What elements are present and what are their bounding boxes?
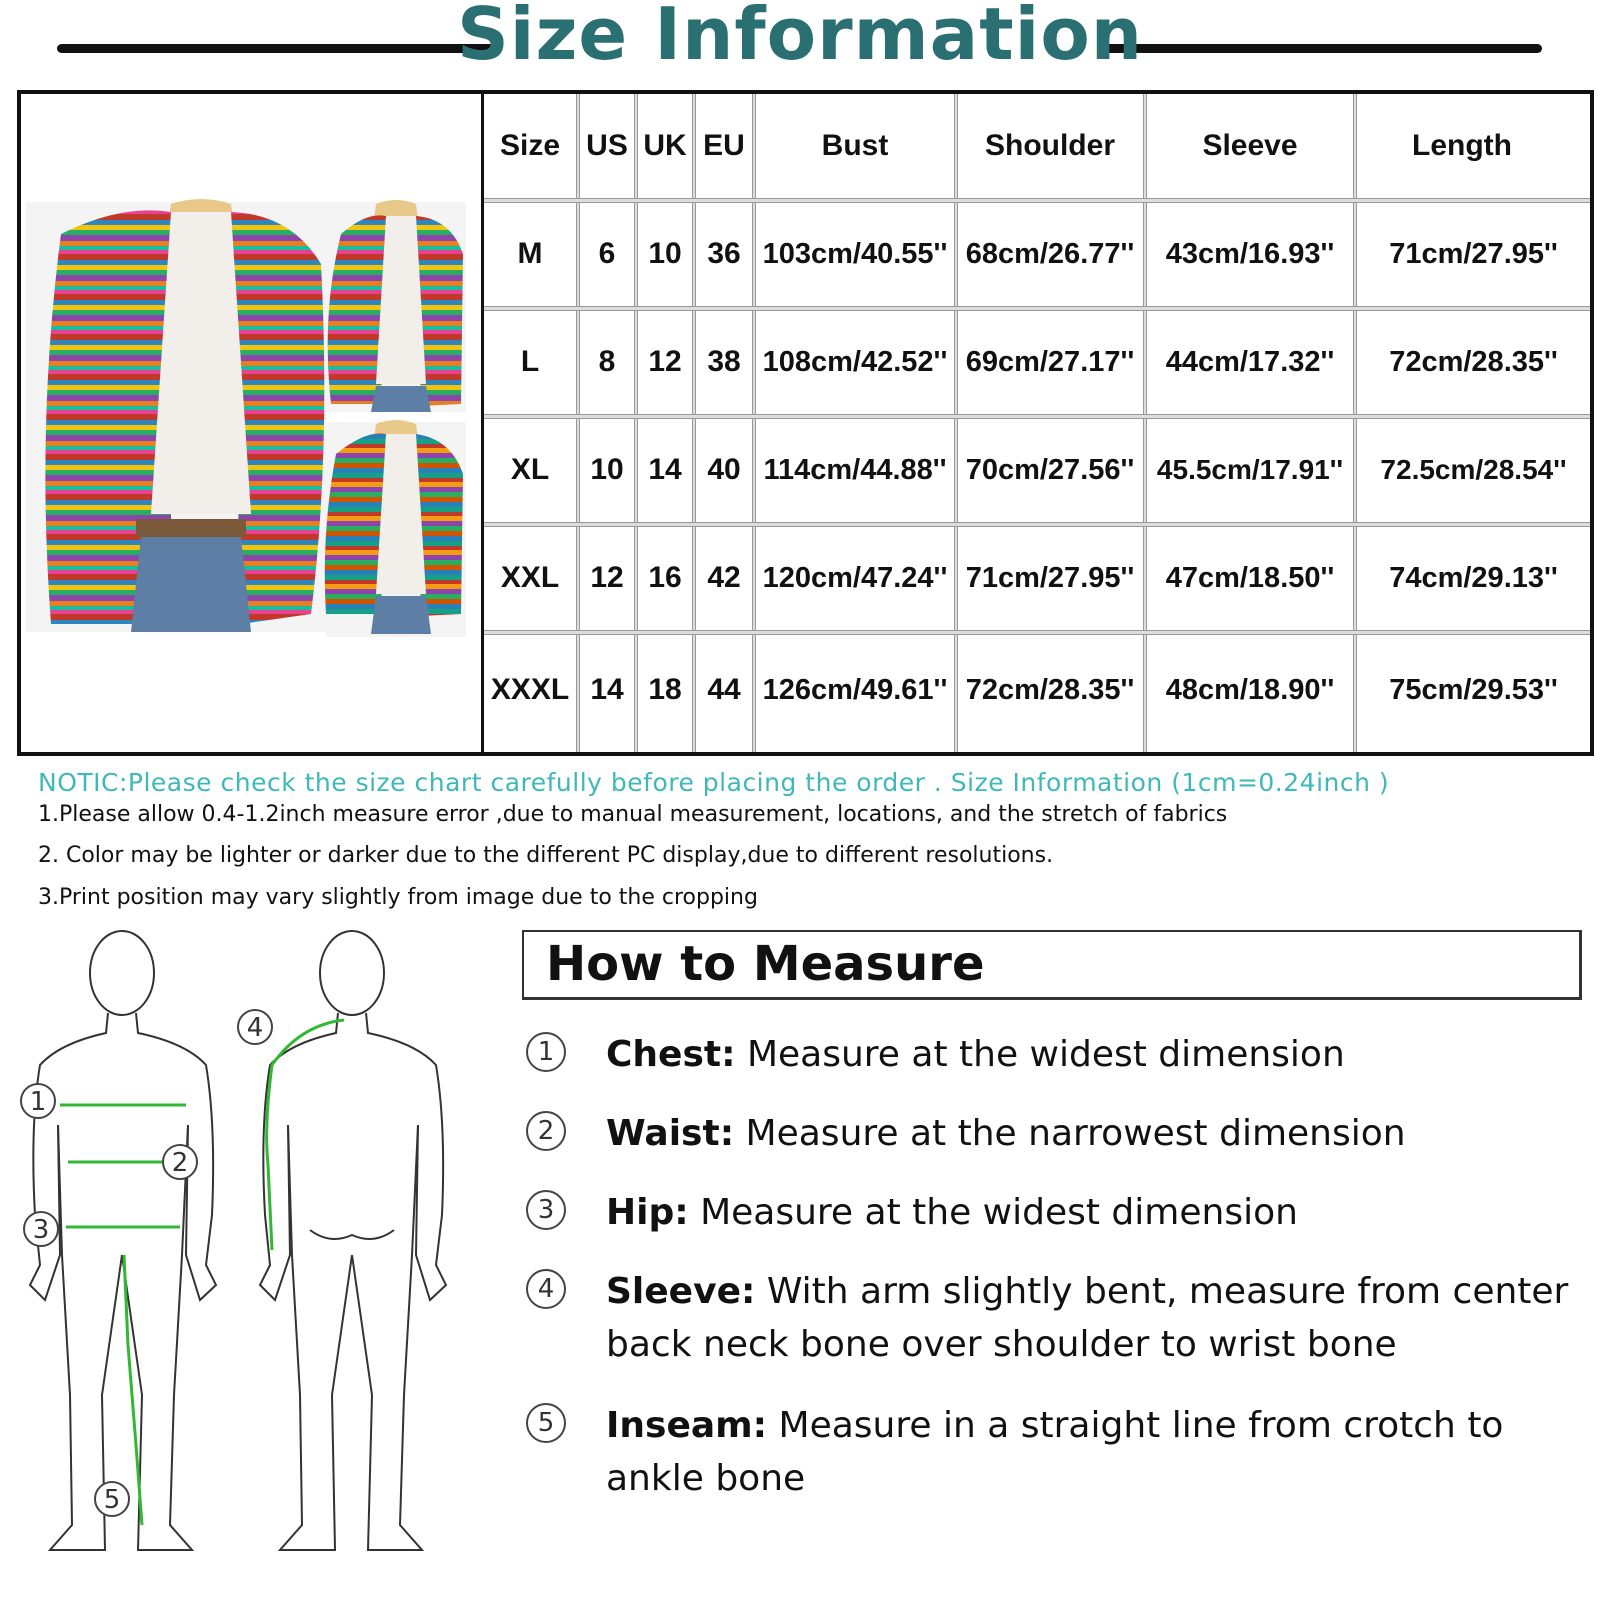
col-header-sleeve: Sleeve — [1202, 129, 1298, 162]
table-row-divider — [484, 198, 1590, 203]
item-description: Measure in a straight line from crotch to ankle bone — [606, 1405, 1504, 1499]
cell-bust: 126cm/49.61'' — [762, 673, 948, 706]
table-column-divider — [576, 94, 580, 752]
table-column-divider — [692, 94, 696, 752]
cell-uk: 12 — [648, 345, 682, 378]
item-number: 1 — [526, 1032, 566, 1072]
item-number: 4 — [526, 1269, 566, 1309]
cell-shoulder: 69cm/27.17'' — [965, 345, 1135, 378]
cell-sleeve: 43cm/16.93'' — [1165, 237, 1335, 270]
cell-us: 6 — [598, 237, 616, 270]
cell-us: 8 — [598, 345, 616, 378]
cell-eu: 42 — [707, 561, 741, 594]
item-label: Waist: — [606, 1113, 735, 1154]
note-2: 2. Color may be lighter or darker due to the different PC display,due to different resolutions. — [38, 843, 1054, 868]
cell-length: 72cm/28.35'' — [1389, 345, 1558, 378]
cell-us: 12 — [590, 561, 624, 594]
cell-bust: 114cm/44.88'' — [763, 453, 947, 486]
cell-eu: 38 — [707, 345, 741, 378]
size-chart-frame — [17, 90, 1594, 756]
item-text — [606, 1028, 1586, 1081]
figure-marker-1 — [21, 1084, 55, 1118]
cell-uk: 16 — [648, 561, 682, 594]
item-number: 3 — [526, 1190, 566, 1230]
cell-length: 74cm/29.13'' — [1389, 561, 1558, 594]
header — [0, 0, 1600, 90]
table-column-divider — [954, 94, 958, 752]
item-description: Measure at the narrowest dimension — [734, 1113, 1406, 1154]
cell-length: 75cm/29.53'' — [1389, 673, 1558, 706]
thumbnail-photo-1 — [326, 200, 466, 412]
col-header-uk: UK — [643, 129, 687, 162]
item-description: With arm slightly bent, measure from center back neck bone over shoulder to wrist bone — [606, 1271, 1569, 1365]
cell-bust: 120cm/47.24'' — [762, 561, 948, 594]
item-text — [606, 1399, 1586, 1505]
item-number: 5 — [526, 1403, 566, 1443]
svg-text:2: 2 — [171, 1148, 189, 1178]
figure-marker-4 — [238, 1010, 272, 1044]
figure-marker-3 — [24, 1212, 58, 1246]
table-row-divider — [484, 414, 1590, 419]
cell-eu: 40 — [707, 453, 741, 486]
cell-shoulder: 72cm/28.35'' — [965, 673, 1135, 706]
cell-size: XL — [510, 453, 550, 486]
table-column-divider — [1143, 94, 1147, 752]
cell-length: 72.5cm/28.54'' — [1380, 454, 1567, 485]
note-1: 1.Please allow 0.4-1.2inch measure error ,due to manual measurement, locations, and the stretch of fabrics — [38, 802, 1228, 827]
page-title: Size Information — [456, 0, 1144, 76]
cell-bust: 108cm/42.52'' — [762, 345, 948, 378]
cell-shoulder: 71cm/27.95'' — [965, 561, 1135, 594]
table-column-divider — [634, 94, 638, 752]
svg-text:5: 5 — [103, 1485, 121, 1515]
thumbnail-photo-2 — [325, 420, 466, 637]
item-description: Measure at the widest dimension — [735, 1034, 1345, 1075]
how-to-measure-title: How to Measure — [546, 936, 985, 992]
cell-size: L — [520, 345, 540, 378]
cell-bust: 103cm/40.55'' — [762, 237, 948, 270]
item-label: Inseam: — [606, 1405, 768, 1446]
size-table — [484, 94, 1590, 752]
item-text — [606, 1186, 1586, 1239]
table-column-divider — [1353, 94, 1357, 752]
product-photos — [21, 94, 481, 752]
cell-length: 71cm/27.95'' — [1389, 237, 1558, 270]
body-outline-illustration — [10, 925, 490, 1585]
cell-eu: 36 — [707, 237, 741, 270]
measurement-figures — [10, 925, 490, 1585]
notice-text: NOTIC:Please check the size chart carefully before placing the order . Size Information (1cm=0.24inch ) — [38, 768, 1390, 797]
cell-us: 14 — [590, 673, 624, 706]
table-column-divider — [752, 94, 756, 752]
table-row-divider — [484, 306, 1590, 311]
product-photo-pane — [21, 94, 484, 752]
figure-marker-2 — [163, 1145, 197, 1179]
cell-shoulder: 68cm/26.77'' — [965, 237, 1135, 270]
col-header-bust: Bust — [821, 129, 889, 162]
main-model-photo — [26, 199, 326, 632]
svg-text:1: 1 — [29, 1087, 47, 1117]
item-label: Chest: — [606, 1034, 736, 1075]
cell-uk: 10 — [648, 237, 682, 270]
cell-sleeve: 48cm/18.90'' — [1165, 673, 1335, 706]
table-row-divider — [484, 630, 1590, 635]
figure-markers — [21, 1010, 272, 1516]
cell-size: M — [517, 237, 543, 270]
cell-sleeve: 45.5cm/17.91'' — [1156, 454, 1344, 485]
col-header-size: Size — [499, 129, 561, 162]
item-description: Measure at the widest dimension — [688, 1192, 1298, 1233]
svg-text:3: 3 — [32, 1215, 50, 1245]
cell-eu: 44 — [707, 673, 741, 706]
item-label: Sleeve: — [606, 1271, 756, 1312]
cell-uk: 14 — [648, 453, 682, 486]
col-header-shoulder: Shoulder — [984, 129, 1115, 162]
cell-size: XXL — [500, 561, 560, 594]
cell-shoulder: 70cm/27.56'' — [965, 453, 1135, 486]
svg-text:4: 4 — [246, 1013, 264, 1043]
cell-uk: 18 — [648, 673, 682, 706]
table-row-divider — [484, 522, 1590, 527]
col-header-us: US — [586, 129, 628, 162]
item-text — [606, 1107, 1586, 1160]
cell-sleeve: 47cm/18.50'' — [1165, 561, 1335, 594]
cell-size: XXXL — [490, 673, 570, 706]
cell-us: 10 — [590, 453, 624, 486]
cell-sleeve: 44cm/17.32'' — [1165, 345, 1335, 378]
figure-marker-5 — [95, 1482, 129, 1516]
item-text — [606, 1265, 1586, 1371]
item-number: 2 — [526, 1111, 566, 1151]
item-label: Hip: — [606, 1192, 689, 1233]
col-header-length: Length — [1412, 129, 1512, 162]
col-header-eu: EU — [703, 129, 745, 162]
note-3: 3.Print position may vary slightly from image due to the cropping — [38, 885, 758, 910]
how-to-measure-header — [522, 930, 1582, 1000]
